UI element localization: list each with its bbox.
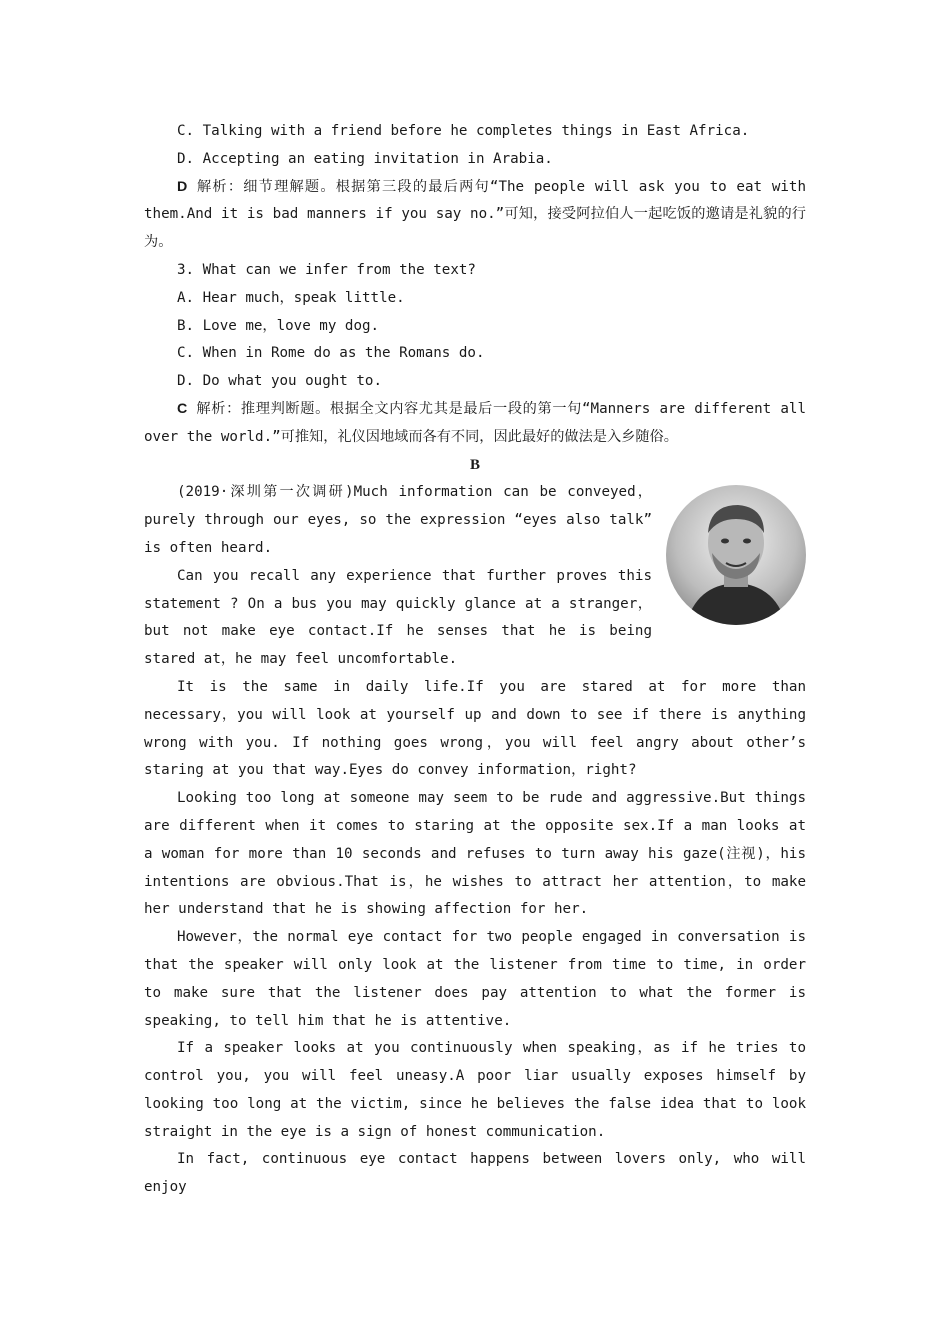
q3-answer-explanation: 解析：推理判断题。根据全文内容尤其是最后一段的第一句“Manners are different all over the world.”可推知，礼仪因地域而各有不同，因此最好的做法是入乡随俗。 [144, 400, 806, 445]
q2-answer-letter: D [177, 178, 188, 195]
q3-option-c: C. When in Rome do as the Romans do. [177, 345, 485, 362]
q3-answer-letter: C [177, 400, 188, 417]
q3-answer [144, 396, 806, 452]
q3-option-b: B. Love me，love my dog. [177, 317, 380, 334]
q3-option-d: D. Do what you ought to. [177, 373, 382, 390]
man-portrait-illustration [666, 485, 806, 625]
q2-answer [144, 174, 806, 257]
q3-option-a: A. Hear much，speak little. [177, 289, 405, 306]
q2-answer-explanation: 解析：细节理解题。根据第三段的最后两句“The people will ask you to eat with them.And it is bad manners if you say no.”可知，接受阿拉伯人一起吃饭的邀请是礼貌的行为。 [144, 178, 806, 251]
q3-question: 3. What can we infer from the text? [177, 261, 476, 278]
document-page [144, 118, 806, 1202]
q2-option-c: C. Talking with a friend before he completes things in East Africa. [177, 123, 750, 139]
passage-paragraph-2: Can you recall any experience that further proves this statement ? On a bus you may quickly glance at a stranger，but not make eye contact.If he senses that he is being stared at，he may feel uncomfortable. [144, 567, 652, 668]
section-title: B [469, 456, 480, 473]
passage-paragraph-5: However，the normal eye contact for two people engaged in conversation is that the speaker will only look at the listener from time to time, in order to make sure that the listener does pay attention to what the former is speaking, to tell him that he is attentive. [144, 929, 806, 1029]
passage-paragraph-3: It is the same in daily life.If you are stared at for more than necessary，you will look at yourself up and down to see if there is anything wrong with you. If nothing goes wrong，you will feel angry about other’s staring at you that way.Eyes do convey information，right? [144, 678, 806, 779]
q2-option-d: D. Accepting an eating invitation in Arabia. [177, 150, 553, 167]
passage-intro [144, 479, 806, 674]
passage-paragraph-6: If a speaker looks at you continuously when speaking，as if he tries to control you, you will feel uneasy.A poor liar usually exposes himself by looking too long at the victim, since he believes the false idea that to look straight in the eye is a sign of honest communication. [144, 1040, 806, 1140]
passage-paragraph-4: Looking too long at someone may seem to be rude and aggressive.But things are different when it comes to staring at the opposite sex.If a man looks at a woman for more than 10 seconds and refuses to turn away his gaze(注视)，his intentions are obvious.That is，he wishes to attract her attention，to make her understand that he is showing affection for her. [144, 790, 806, 918]
passage-paragraph-7: In fact, continuous eye contact happens between lovers only, who will enjoy [144, 1151, 806, 1196]
portrait-photo [666, 485, 806, 625]
passage-paragraph-1: (2019·深圳第一次调研)Much information can be conveyed，purely through our eyes, so the expression “eyes also talk” is often heard. [144, 484, 652, 556]
